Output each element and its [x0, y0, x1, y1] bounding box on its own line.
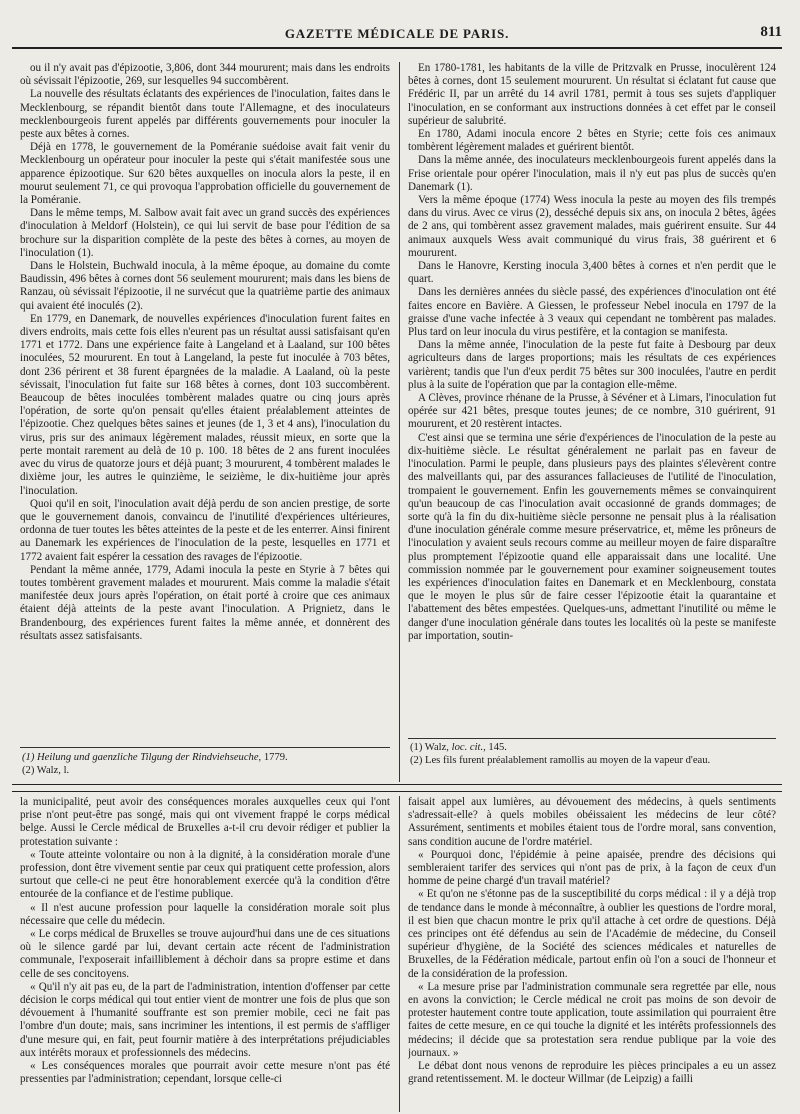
- paragraph: Quoi qu'il en soit, l'inoculation avait déjà perdu de son ancien prestige, de sorte que le gouvernement danois, convaincu de l'inutilité d'expériences ultérieures, ordonna de tuer toutes les bêtes atteintes de la peste et de les enterrer. Ainsi finirent au Danemark les expériences de l'inoculation de la peste, lesquelles en 1771 et 1772 avaient fait espérer la cessation des ravages de l'épizootie.: [20, 497, 390, 563]
- footnote-year: 1779.: [263, 752, 288, 763]
- footnote: [410, 742, 776, 755]
- column-divider: [399, 62, 400, 782]
- footnotes-right: [410, 742, 776, 776]
- bottom-left-column: [20, 796, 390, 1112]
- footnote-rule-right: [408, 738, 776, 739]
- section-rule-1: [12, 784, 782, 785]
- paragraph: « Et qu'on ne s'étonne pas de la susceptibilité du corps médical : il y a déjà trop de tendance dans le monde à méconnaître, à oublier les questions de l'ordre moral, il est bien que chacun montre le prix qu'il attache à cet ordre de questions. Déjà ces principes ont été défendus au sein de l'Académie de médecine, du Conseil supérieur d'hygiène, de la Société des sciences médicales et naturelles de Bruxelles, de la Fédération médicale, partout enfin où l'on a souci de l'honneur et de la considération de la profession.: [408, 888, 776, 980]
- footnote: (2) Les fils furent préalablement ramollis au moyen de la vapeur d'eau.: [410, 754, 711, 766]
- paragraph: En 1780-1781, les habitants de la ville de Pritzvalk en Prusse, inoculèrent 124 bêtes à cornes, dont 15 seulement moururent. Un résultat si éclatant fut cause que Frédéric II, par un arrêté du 14 avril 1781, permit à tous ses sujets d'appliquer l'inoculation, en se conformant aux instructions données à cet effet par le conseil supérieur de salubrité.: [408, 62, 776, 127]
- paragraph: Vers la même époque (1774) Wess inocula la peste au moyen des fils trempés dans du virus. Avec ce virus (2), desséché depuis six ans, on inocula 2 bêtes, âgées de 2 ans, qui tombèrent assez gravement malades, mais guérirent ensuite. Sur 44 animaux auxquels Wess avait communiqué du virus frais, 38 guérirent et 6 moururent.: [408, 194, 776, 259]
- paragraph: Le débat dont nous venons de reproduire les pièces principales a eu un assez grand retentissement. M. le docteur Willmar (de Leipzig) a failli: [408, 1060, 776, 1086]
- paragraph: En 1780, Adami inocula encore 2 bêtes en Styrie; cette fois ces animaux tombèrent légèrement malades et guérirent bientôt.: [408, 128, 776, 154]
- paragraph: Dans la même année, des inoculateurs mecklenbourgeois furent appelés dans la Frise orientale pour opérer l'inoculation, mais il n'y eut pas plus de succès qu'en Danemark (1).: [408, 154, 776, 193]
- paragraph: C'est ainsi que se termina une série d'expériences de l'inoculation de la peste au dix-huitième siècle. Le résultat généralement ne parlait pas en faveur de l'inoculation. Parmi le peuple, dans plusieurs pays des plaintes s'élevèrent contre des malveillants qui, par des assurances fallacieuses de l'utilité de l'inoculation, trompaient le gouvernement. Enfin les gouvernements mêmes se convainquirent qu'un beaucoup de cas l'inoculation avait occasionné de grands dommages; de sorte qu'à la fin du dix-huitième siècle personne ne pensait plus à la réalisation d'une inoculation générale comme mesure préservatrice, et, même les prôneurs de l'inoculation y avaient seuls recours comme au meilleur moyen de faire disparaître plus promptement l'épizootie quand elle apparaissait dans une localité. Une commission nommée par le gouvernement pour examiner soigneusement toutes les expériences d'inoculation faites en Danemark et en Mecklenbourg, constata que le moyen le plus sûr de faire cesser l'épizootie était la quarantaine et l'abattement des bêtes empestées. Quelques-uns, admettant l'inutilité ou même le danger d'une inoculation générale dans toutes les localités où la peste se manifeste par importation, soutin-: [408, 431, 776, 642]
- section-rule-2: [12, 791, 782, 792]
- paragraph: La nouvelle des résultats éclatants des expériences de l'inoculation, faites dans le Mecklenbourg, se répandit bientôt dans toute l'Allemagne, et des inoculateurs mecklenbourgeois furent appelés par différents gouvernements pour inoculer la peste aux bêtes à cornes.: [20, 88, 390, 141]
- paragraph: Dans le Holstein, Buchwald inocula, à la même époque, au domaine du comte Baudissin, 496 bêtes à cornes dont 56 seulement moururent; mais dans les biens de Ranzau, où sévissait l'épizootie, il ne survécut que la quatrième partie des animaux qui avaient été inoculés (2).: [20, 260, 390, 312]
- paragraph: « La mesure prise par l'administration communale sera regrettée par elle, nous en avons la conviction; le Cercle médical ne croit pas moins de son devoir de protester hautement contre toute application, toute assimilation qui pourraient être faites de cette mesure, en ce qui touche la dignité et les intérêts professionnels des médecins; il décide que sa protestation sera rendue publique par la voie des journaux. »: [408, 980, 776, 1059]
- footnote: [22, 752, 390, 765]
- footnote-title: (1) Heilung und gaenzliche Tilgung der Rindviehseuche,: [22, 752, 262, 763]
- footnote-page: 145.: [488, 742, 507, 753]
- footnote-rule-left: [20, 747, 390, 748]
- paragraph: « Qu'il n'y ait pas eu, de la part de l'administration, intention d'offenser par cette décision le corps médical qui tout entier vient de montrer une fois de plus que son dévouement à l'humanité souffrante est son premier mobile, ceci ne fait pas l'ombre d'un doute; mais, sans incriminer les intentions, il est permis de s'affliger d'une mesure qui, en fait, peut fournir matière à des interprétations préjudiciables aux intérêts moraux et professionnels des médecins.: [20, 980, 390, 1059]
- paragraph: la municipalité, peut avoir des conséquences morales auxquelles ceux qui l'ont prise n'ont peut-être pas songé, mais qui ont vivement frappé le corps médical belge. Aussi le Cercle médical de Bruxelles a-t-il cru devoir rédiger et publier la protestation suivante :: [20, 796, 390, 848]
- paragraph: Dans les dernières années du siècle passé, des expériences d'inoculation ont été faites encore en Bavière. A Giessen, le professeur Nebel inocula en 1797 de la graisse d'une vache infectée à 3 veaux qui cependant ne tombèrent pas malades. Plus tard on leur inocula du virus pestifère, et la contagion se manifesta.: [408, 286, 776, 339]
- footnote: (2) Walz, l.: [22, 764, 70, 776]
- paragraph: Dans le même temps, M. Salbow avait fait avec un grand succès des expériences d'inoculation à Meldorf (Holstein), ce qui lui servit de base pour l'édition de sa brochure sur la disparition complète de la peste des bêtes à cornes, au moyen de l'inoculation (1).: [20, 207, 390, 259]
- paragraph: En 1779, en Danemark, de nouvelles expériences d'inoculation furent faites en divers endroits, mais cette fois elles n'eurent pas un résultat aussi satisfaisant qu'en 1771 et 1772. Dans une expérience faite à Langeland et à Laaland, sur 100 bêtes inoculées, 52 moururent. En tout à Langeland, la peste fut inoculée à 703 bêtes, dont 236 périrent et 38 furent épargnées de la maladie. A Laaland, où la peste sévissait, l'inoculation fut faite sur 168 bêtes à cornes, dont 103 succombèrent. Beaucoup de bêtes inoculées tombèrent malades quatre ou cinq jours après l'opération, de sorte qu'on pensait qu'elles étaient préalablement atteintes de l'épizootie. Chez quelques bêtes saines et jeunes (de 1, 3 et 4 ans), l'inoculation du virus, pris sur des animaux légèrement malades, réussit mieux, en sorte que la perte montait rarement au delà de 10 p. 100. 18 bêtes de 2 ans furent inoculées avec du virus de quatorze jours et déjà puant; 3 moururent, 4 tombèrent malades le dixième jour, les autres le quinzième, le seizième, le dix-huitième jour après l'inoculation.: [20, 312, 390, 497]
- paragraph: faisait appel aux lumières, au dévouement des médecins, à quels sentiments s'adressait-elle? à quels mobiles obéissaient les médecins de leur côté? Assurément, sentiments et mobiles étaient tous de l'ordre moral, sans convention, sans condition aucune de l'ordre matériel.: [408, 796, 776, 848]
- paragraph: « Toute atteinte volontaire ou non à la dignité, à la considération morale d'une profession, dont être vivement sentie par ceux qui pratiquent cette profession, alors surtout que celle-ci ne peut être honorablement exercée qu'à la condition d'être entourée de la confiance et de l'estime publique.: [20, 848, 390, 901]
- paragraph: « Il n'est aucune profession pour laquelle la considération morale soit plus nécessaire que celle du médecin.: [20, 901, 390, 927]
- left-column: [20, 62, 390, 742]
- paragraph: A Clèves, province rhénane de la Prusse, à Sévéner et à Limars, l'inoculation fut opérée sur 421 bêtes, presque toutes jeunes; de ce nombre, 310 guérirent, 91 moururent, et 20 restèrent intactes.: [408, 392, 776, 431]
- running-title: GAZETTE MÉDICALE DE PARIS.: [284, 26, 510, 41]
- footnote-loc: loc. cit.,: [451, 742, 486, 753]
- paragraph: Dans la même année, l'inoculation de la peste fut faite à Desbourg par deux agriculteurs dans de larges proportions; mais les résultats de ces expériences varièrent; tandis que l'un d'eux perdit 75 bêtes sur 300 inoculées, l'autre en perdit plus à la suite de l'opération que par la contagion elle-même.: [408, 339, 776, 391]
- paragraph: « Les conséquences morales que pourrait avoir cette mesure n'ont pas été pressenties par l'administration; cependant, lorsque celle-ci: [20, 1060, 390, 1086]
- bottom-right-column: [408, 796, 776, 1112]
- bottom-column-divider: [399, 796, 400, 1112]
- footnote-ref: (1) Walz,: [410, 742, 449, 753]
- paragraph: « Pourquoi donc, l'épidémie à peine apaisée, prendre des décisions qui sembleraient tarifer des services qui n'ont pas de prix, à la façon de ceux d'un homme de peine chargé d'un travail matériel?: [408, 848, 776, 888]
- header-rule: [12, 47, 782, 49]
- right-column: [408, 62, 776, 742]
- paragraph: Déjà en 1778, le gouvernement de la Poméranie suédoise avait fait venir du Mecklenbourg un opérateur pour inoculer la peste qui s'était manifestée sous une apparence épizootique. Sur 620 bêtes auxquelles on inocula alors la peste, il en mourut seulement 71, ce qui provoqua l'approbation officielle du gouvernement de la Poméranie.: [20, 141, 390, 207]
- paragraph: « Le corps médical de Bruxelles se trouve aujourd'hui dans une de ces situations où le silence gardé par lui, devant certain acte récent de l'administration communale, l'exposerait infailliblement à déchoir dans sa propre estime et dans celle de ses concitoyens.: [20, 928, 390, 980]
- paragraph: ou il n'y avait pas d'épizootie, 3,806, dont 344 moururent; mais dans les endroits où sévissait l'épizootie, 269, sur lesquelles 94 succombèrent.: [20, 62, 390, 88]
- paragraph: Pendant la même année, 1779, Adami inocula la peste en Styrie à 7 bêtes qui toutes tombèrent gravement malades et moururent. Mais comme la maladie s'était manifestée deux jours après l'opération, on était porté à croire que ces animaux étaient déjà atteints de la peste avant l'inoculation. A Prignietz, dans le Brandenbourg, des expériences furent faites la même année, et donnèrent des résultats assez satisfaisants.: [20, 563, 390, 642]
- page-number: 811: [760, 24, 782, 40]
- paragraph: Dans le Hanovre, Kersting inocula 3,400 bêtes à cornes et n'en perdit que le quart.: [408, 260, 776, 286]
- footnotes-left: [22, 752, 390, 782]
- page-header: [12, 26, 782, 44]
